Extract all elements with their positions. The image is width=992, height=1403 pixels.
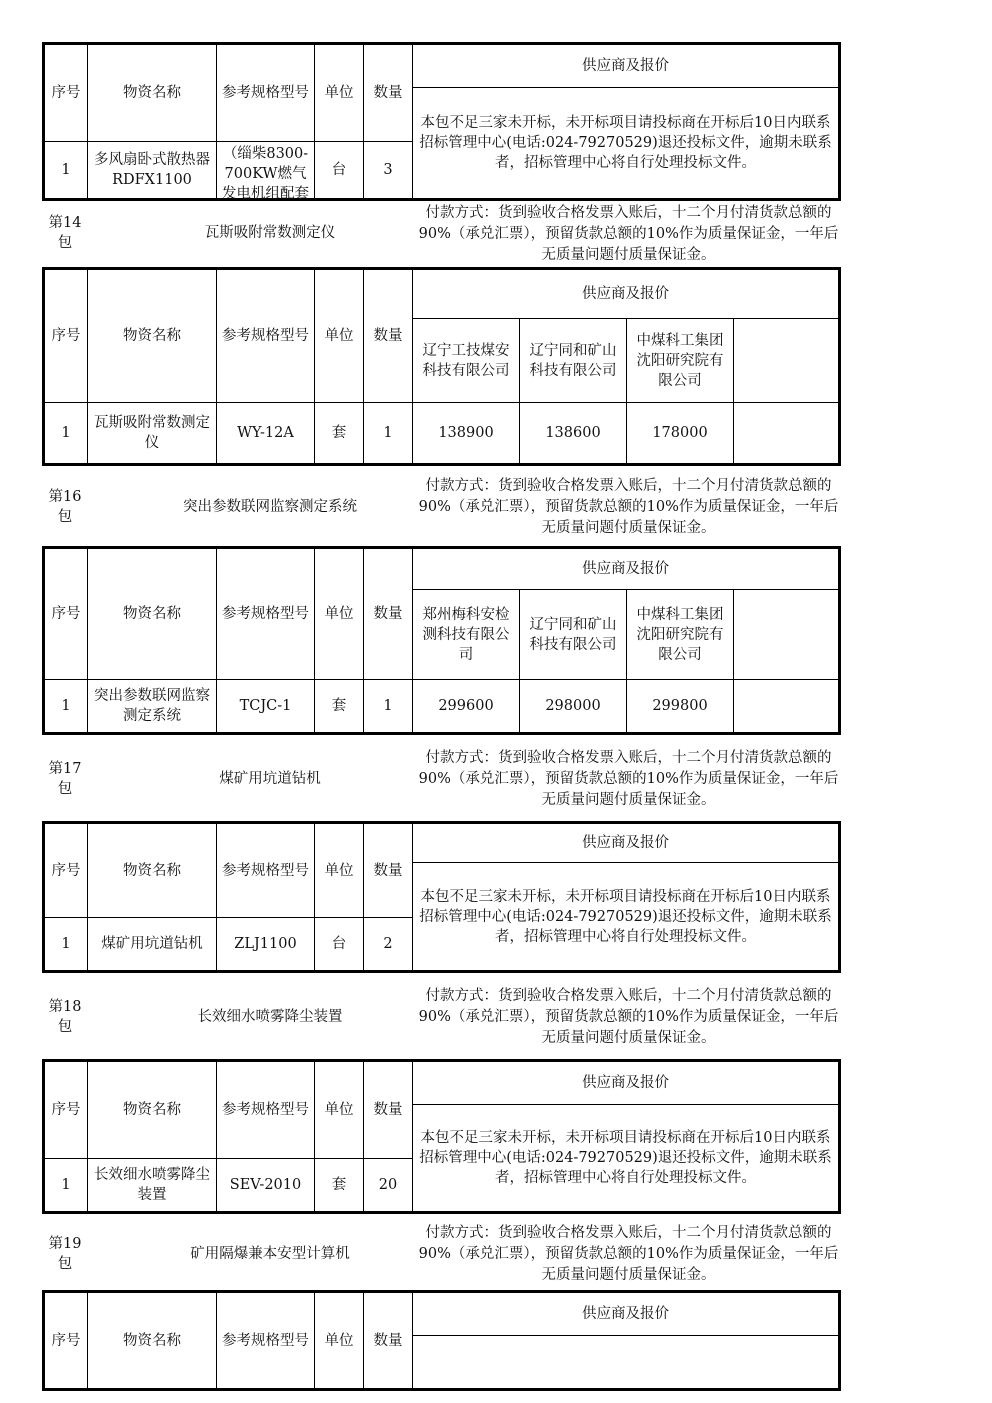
supplier-name: 中煤科工集团沈阳研究院有限公司 (627, 319, 734, 403)
package-18-table (42, 1059, 841, 1214)
price-cell (734, 680, 840, 734)
header-supplier: 供应商及报价 (413, 269, 840, 319)
payment-terms: 付款方式：货到验收合格发票入账后，十二个月付清货款总额的90%（承兑汇票），预留货款总额的10%作为质量保证金，一年后无质量问题付质量保证金。 (418, 478, 839, 536)
header-name: 物资名称 (88, 44, 217, 142)
row-seq: 1 (44, 680, 88, 734)
price-cell: 299800 (627, 680, 734, 734)
package-title: 矿用隔爆兼本安型计算机 (190, 1246, 350, 1262)
package-number: 第17包 (48, 761, 82, 797)
payment-terms: 付款方式：货到验收合格发票入账后，十二个月付清货款总额的90%（承兑汇票），预留货款总额的10%作为质量保证金，一年后无质量问题付质量保证金。 (418, 1225, 839, 1283)
row-unit: 套 (315, 1159, 364, 1213)
header-qty: 数量 (364, 44, 413, 142)
header-name: 物资名称 (88, 823, 217, 918)
header-supplier: 供应商及报价 (413, 548, 840, 590)
package-17-header (42, 748, 841, 808)
header-unit: 单位 (315, 548, 364, 680)
package-19-table-clip (0, 1290, 992, 1349)
row-seq: 1 (44, 918, 88, 972)
package-number: 第14包 (48, 215, 82, 251)
no-bid-notice: 本包不足三家未开标，未开标项目请投标商在开标后10日内联系招标管理中心(电话:024-79270529)退还投标文件，逾期未联系者，招标管理中心将自行处理投标文件。 (413, 88, 840, 200)
header-name: 物资名称 (88, 269, 217, 403)
header-qty: 数量 (364, 823, 413, 918)
row-unit: 台 (315, 142, 364, 200)
header-spec: 参考规格型号 (217, 823, 315, 918)
header-name: 物资名称 (88, 1061, 217, 1159)
header-seq: 序号 (44, 823, 88, 918)
row-spec: （缁柴8300-700KW燃气发电机组配套 (222, 146, 309, 202)
row-name: 长效细水喷雾降尘装置 (88, 1159, 217, 1213)
header-qty: 数量 (364, 1292, 413, 1390)
header-seq: 序号 (44, 44, 88, 142)
header-seq: 序号 (44, 1292, 88, 1390)
package-14-header (42, 203, 841, 263)
supplier-name (734, 319, 840, 403)
row-spec: WY-12A (217, 403, 315, 465)
payment-terms: 付款方式：货到验收合格发票入账后，十二个月付清货款总额的90%（承兑汇票），预留货款总额的10%作为质量保证金，一年后无质量问题付质量保证金。 (418, 988, 839, 1046)
header-unit: 单位 (315, 44, 364, 142)
package-number: 第19包 (48, 1236, 82, 1272)
header-spec: 参考规格型号 (217, 548, 315, 680)
package-19-header (42, 1223, 841, 1283)
row-name: 煤矿用坑道钻机 (88, 918, 217, 972)
package-title: 煤矿用坑道钻机 (219, 771, 321, 787)
header-unit: 单位 (315, 269, 364, 403)
package-title: 长效细水喷雾降尘装置 (197, 1009, 343, 1025)
payment-terms: 付款方式：货到验收合格发票入账后，十二个月付清货款总额的90%（承兑汇票），预留货款总额的10%作为质量保证金，一年后无质量问题付质量保证金。 (418, 750, 839, 808)
header-spec: 参考规格型号 (217, 1292, 315, 1390)
row-unit: 套 (315, 403, 364, 465)
package-19-table (42, 1290, 841, 1391)
row-qty: 2 (364, 918, 413, 972)
package-number: 第18包 (48, 999, 82, 1035)
package-18-header (42, 986, 841, 1046)
row-seq: 1 (44, 142, 88, 200)
header-qty: 数量 (364, 1061, 413, 1159)
row-spec: TCJC-1 (217, 680, 315, 734)
row-qty: 3 (364, 142, 413, 200)
header-unit: 单位 (315, 1292, 364, 1390)
header-qty: 数量 (364, 548, 413, 680)
package-number: 第16包 (48, 489, 82, 525)
package-14-table (42, 267, 841, 466)
no-bid-notice: 本包不足三家未开标，未开标项目请投标商在开标后10日内联系招标管理中心(电话:024-79270529)退还投标文件，逾期未联系者，招标管理中心将自行处理投标文件。 (413, 1105, 840, 1213)
header-supplier: 供应商及报价 (413, 1292, 840, 1336)
row-qty: 20 (364, 1159, 413, 1213)
header-unit: 单位 (315, 823, 364, 918)
price-cell: 138600 (520, 403, 627, 465)
price-cell: 298000 (520, 680, 627, 734)
row-spec: SEV-2010 (217, 1159, 315, 1213)
supplier-name: 辽宁同和矿山科技有限公司 (520, 590, 627, 680)
header-seq: 序号 (44, 548, 88, 680)
row-spec: ZLJ1100 (217, 918, 315, 972)
header-name: 物资名称 (88, 1292, 217, 1390)
supplier-name: 郑州梅科安检测科技有限公司 (413, 590, 520, 680)
header-supplier: 供应商及报价 (413, 44, 840, 88)
payment-terms: 付款方式：货到验收合格发票入账后，十二个月付清货款总额的90%（承兑汇票），预留货款总额的10%作为质量保证金，一年后无质量问题付质量保证金。 (418, 205, 839, 263)
row-name: 瓦斯吸附常数测定仪 (88, 403, 217, 465)
supplier-name: 辽宁工技煤安科技有限公司 (413, 319, 520, 403)
row-qty: 1 (364, 403, 413, 465)
package-title: 突出参数联网监察测定系统 (183, 499, 357, 515)
package-16-table (42, 546, 841, 735)
supplier-name: 中煤科工集团沈阳研究院有限公司 (627, 590, 734, 680)
row-unit: 套 (315, 680, 364, 734)
header-spec: 参考规格型号 (217, 1061, 315, 1159)
package-17-table (42, 821, 841, 973)
no-bid-notice: 本包不足三家未开标，未开标项目请投标商在开标后10日内联系招标管理中心(电话:024-79270529)退还投标文件，逾期未联系者，招标管理中心将自行处理投标文件。 (413, 863, 840, 972)
header-name: 物资名称 (88, 548, 217, 680)
price-cell: 178000 (627, 403, 734, 465)
header-spec: 参考规格型号 (217, 44, 315, 142)
header-supplier: 供应商及报价 (413, 823, 840, 863)
row-name: 突出参数联网监察测定系统 (88, 680, 217, 734)
package-table-0 (42, 42, 841, 201)
price-cell (734, 403, 840, 465)
header-supplier: 供应商及报价 (413, 1061, 840, 1105)
price-cell: 138900 (413, 403, 520, 465)
supplier-name (734, 590, 840, 680)
header-qty: 数量 (364, 269, 413, 403)
header-seq: 序号 (44, 1061, 88, 1159)
row-seq: 1 (44, 1159, 88, 1213)
package-16-header (42, 476, 841, 536)
row-name: 多风扇卧式散热器RDFX1100 (88, 142, 217, 200)
package-title: 瓦斯吸附常数测定仪 (204, 225, 336, 241)
header-spec: 参考规格型号 (217, 269, 315, 403)
row-unit: 台 (315, 918, 364, 972)
supplier-name: 辽宁同和矿山科技有限公司 (520, 319, 627, 403)
row-seq: 1 (44, 403, 88, 465)
header-seq: 序号 (44, 269, 88, 403)
price-cell: 299600 (413, 680, 520, 734)
row-qty: 1 (364, 680, 413, 734)
header-unit: 单位 (315, 1061, 364, 1159)
